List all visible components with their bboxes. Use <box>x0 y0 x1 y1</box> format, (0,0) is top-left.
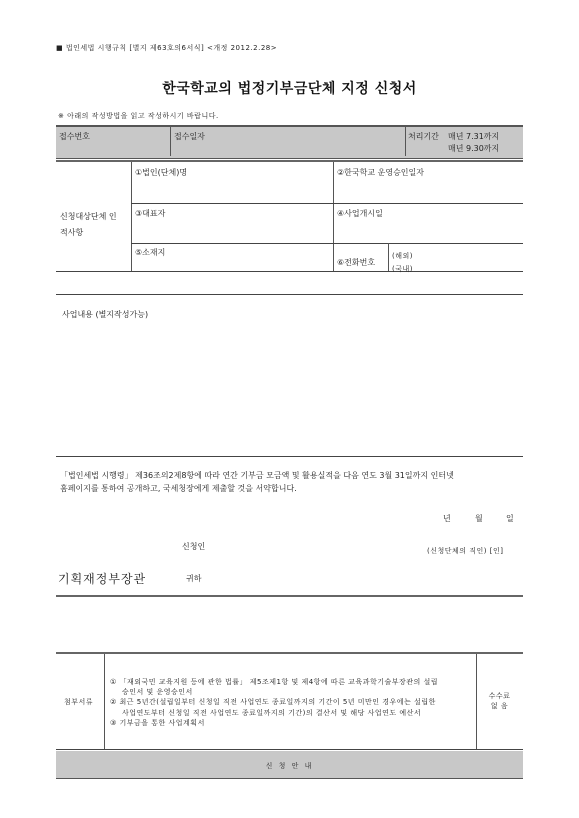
date-month: 월 <box>475 514 483 523</box>
phone-domestic-label: (국내) <box>392 265 413 273</box>
business-bottom-border <box>56 456 523 457</box>
attachments-label: 첨부서류 <box>64 698 94 706</box>
processing-period-1: 매년 7.31까지 <box>448 132 500 141</box>
attachment-item-3: ③ 기부금을 통한 사업계획서 <box>110 719 205 727</box>
date-day: 일 <box>506 514 514 523</box>
location-label: ⑤소재지 <box>135 248 166 257</box>
processing-period-label: 처리기간 <box>408 132 439 141</box>
receipt-number-label: 접수번호 <box>59 132 90 141</box>
phone-overseas-label: (해외) <box>392 252 413 260</box>
applicant-signature-label: 신청인 <box>182 542 206 551</box>
business-top-border <box>56 294 523 295</box>
applicant-row-divider <box>131 203 523 204</box>
processing-period-2: 매년 9.30까지 <box>448 144 500 153</box>
fee-value: 없 음 <box>490 702 509 710</box>
receipt-divider <box>405 127 406 156</box>
recipient-suffix: 귀하 <box>186 574 202 583</box>
business-content-label: 사업내용 (별지작성가능) <box>62 310 149 319</box>
recipient-bottom-border <box>56 595 523 597</box>
attachments-top-border <box>56 652 523 654</box>
section-top-border <box>56 160 523 162</box>
attachment-item-2: ② 최근 5년간(설립일부터 신청일 직전 사업연도 종료일까지의 기간이 5년 미만인 경우에는 설립한 <box>110 698 436 706</box>
seal-label: (신청단체의 직인) [인] <box>427 547 504 555</box>
applicant-row-divider <box>131 243 523 244</box>
representative-label: ③대표자 <box>135 209 166 218</box>
date-year: 년 <box>443 514 451 523</box>
applicant-column-divider <box>131 162 132 271</box>
phone-label: ⑥전화번호 <box>337 258 376 267</box>
applicant-column-divider <box>333 162 334 271</box>
pledge-line-1: 「법인세법 시행령」 제36조의2제8항에 따라 연간 기부금 모금액 및 활용실적을 다음 연도 3월 31일까지 인터넷 <box>60 471 454 480</box>
receipt-divider <box>170 127 171 156</box>
org-name-label: ①법인(단체)명 <box>135 168 188 177</box>
attachments-divider <box>104 654 105 749</box>
applicant-section-label-line1: 신청대상단체 인 <box>60 212 117 221</box>
approval-date-label: ②한국학교 운영승인일자 <box>337 168 424 177</box>
applicant-section-label-line2: 적사항 <box>60 228 84 237</box>
attachment-item-2-cont: 사업연도부터 신청일 직전 사업연도 종료일까지의 기간)의 결산서 및 해당 사업연도 예산서 <box>122 709 422 717</box>
phone-divider <box>388 243 389 271</box>
applicant-bottom-border <box>56 271 523 272</box>
pledge-line-2: 홈페이지를 통하여 공개하고, 국세청장에게 제출할 것을 서약합니다. <box>60 484 297 493</box>
form-reference: ■ 법인세법 시행규칙 [별지 제63호의6서식] <개정 2012.2.28> <box>56 44 278 52</box>
business-start-label: ④사업개시일 <box>337 209 383 218</box>
attachments-bottom-border <box>56 749 523 750</box>
attachment-item-1-cont: 승인서 및 운영승인서 <box>122 688 193 696</box>
fee-label: 수수료 <box>488 692 511 700</box>
attachment-item-1: ① 「재외국민 교육지원 등에 관한 법률」 제5조제1항 및 제4항에 따른 교육과학기술부장관의 설립 <box>110 678 439 686</box>
recipient-name: 기획재정부장관 <box>58 572 147 586</box>
guide-label: 신 청 안 내 <box>265 762 314 770</box>
page-title: 한국학교의 법정기부금단체 지정 신청서 <box>162 81 417 97</box>
instruction-note: ※ 아래의 작성방법을 읽고 작성하시기 바랍니다. <box>58 112 219 120</box>
receipt-date-label: 접수일자 <box>174 132 205 141</box>
